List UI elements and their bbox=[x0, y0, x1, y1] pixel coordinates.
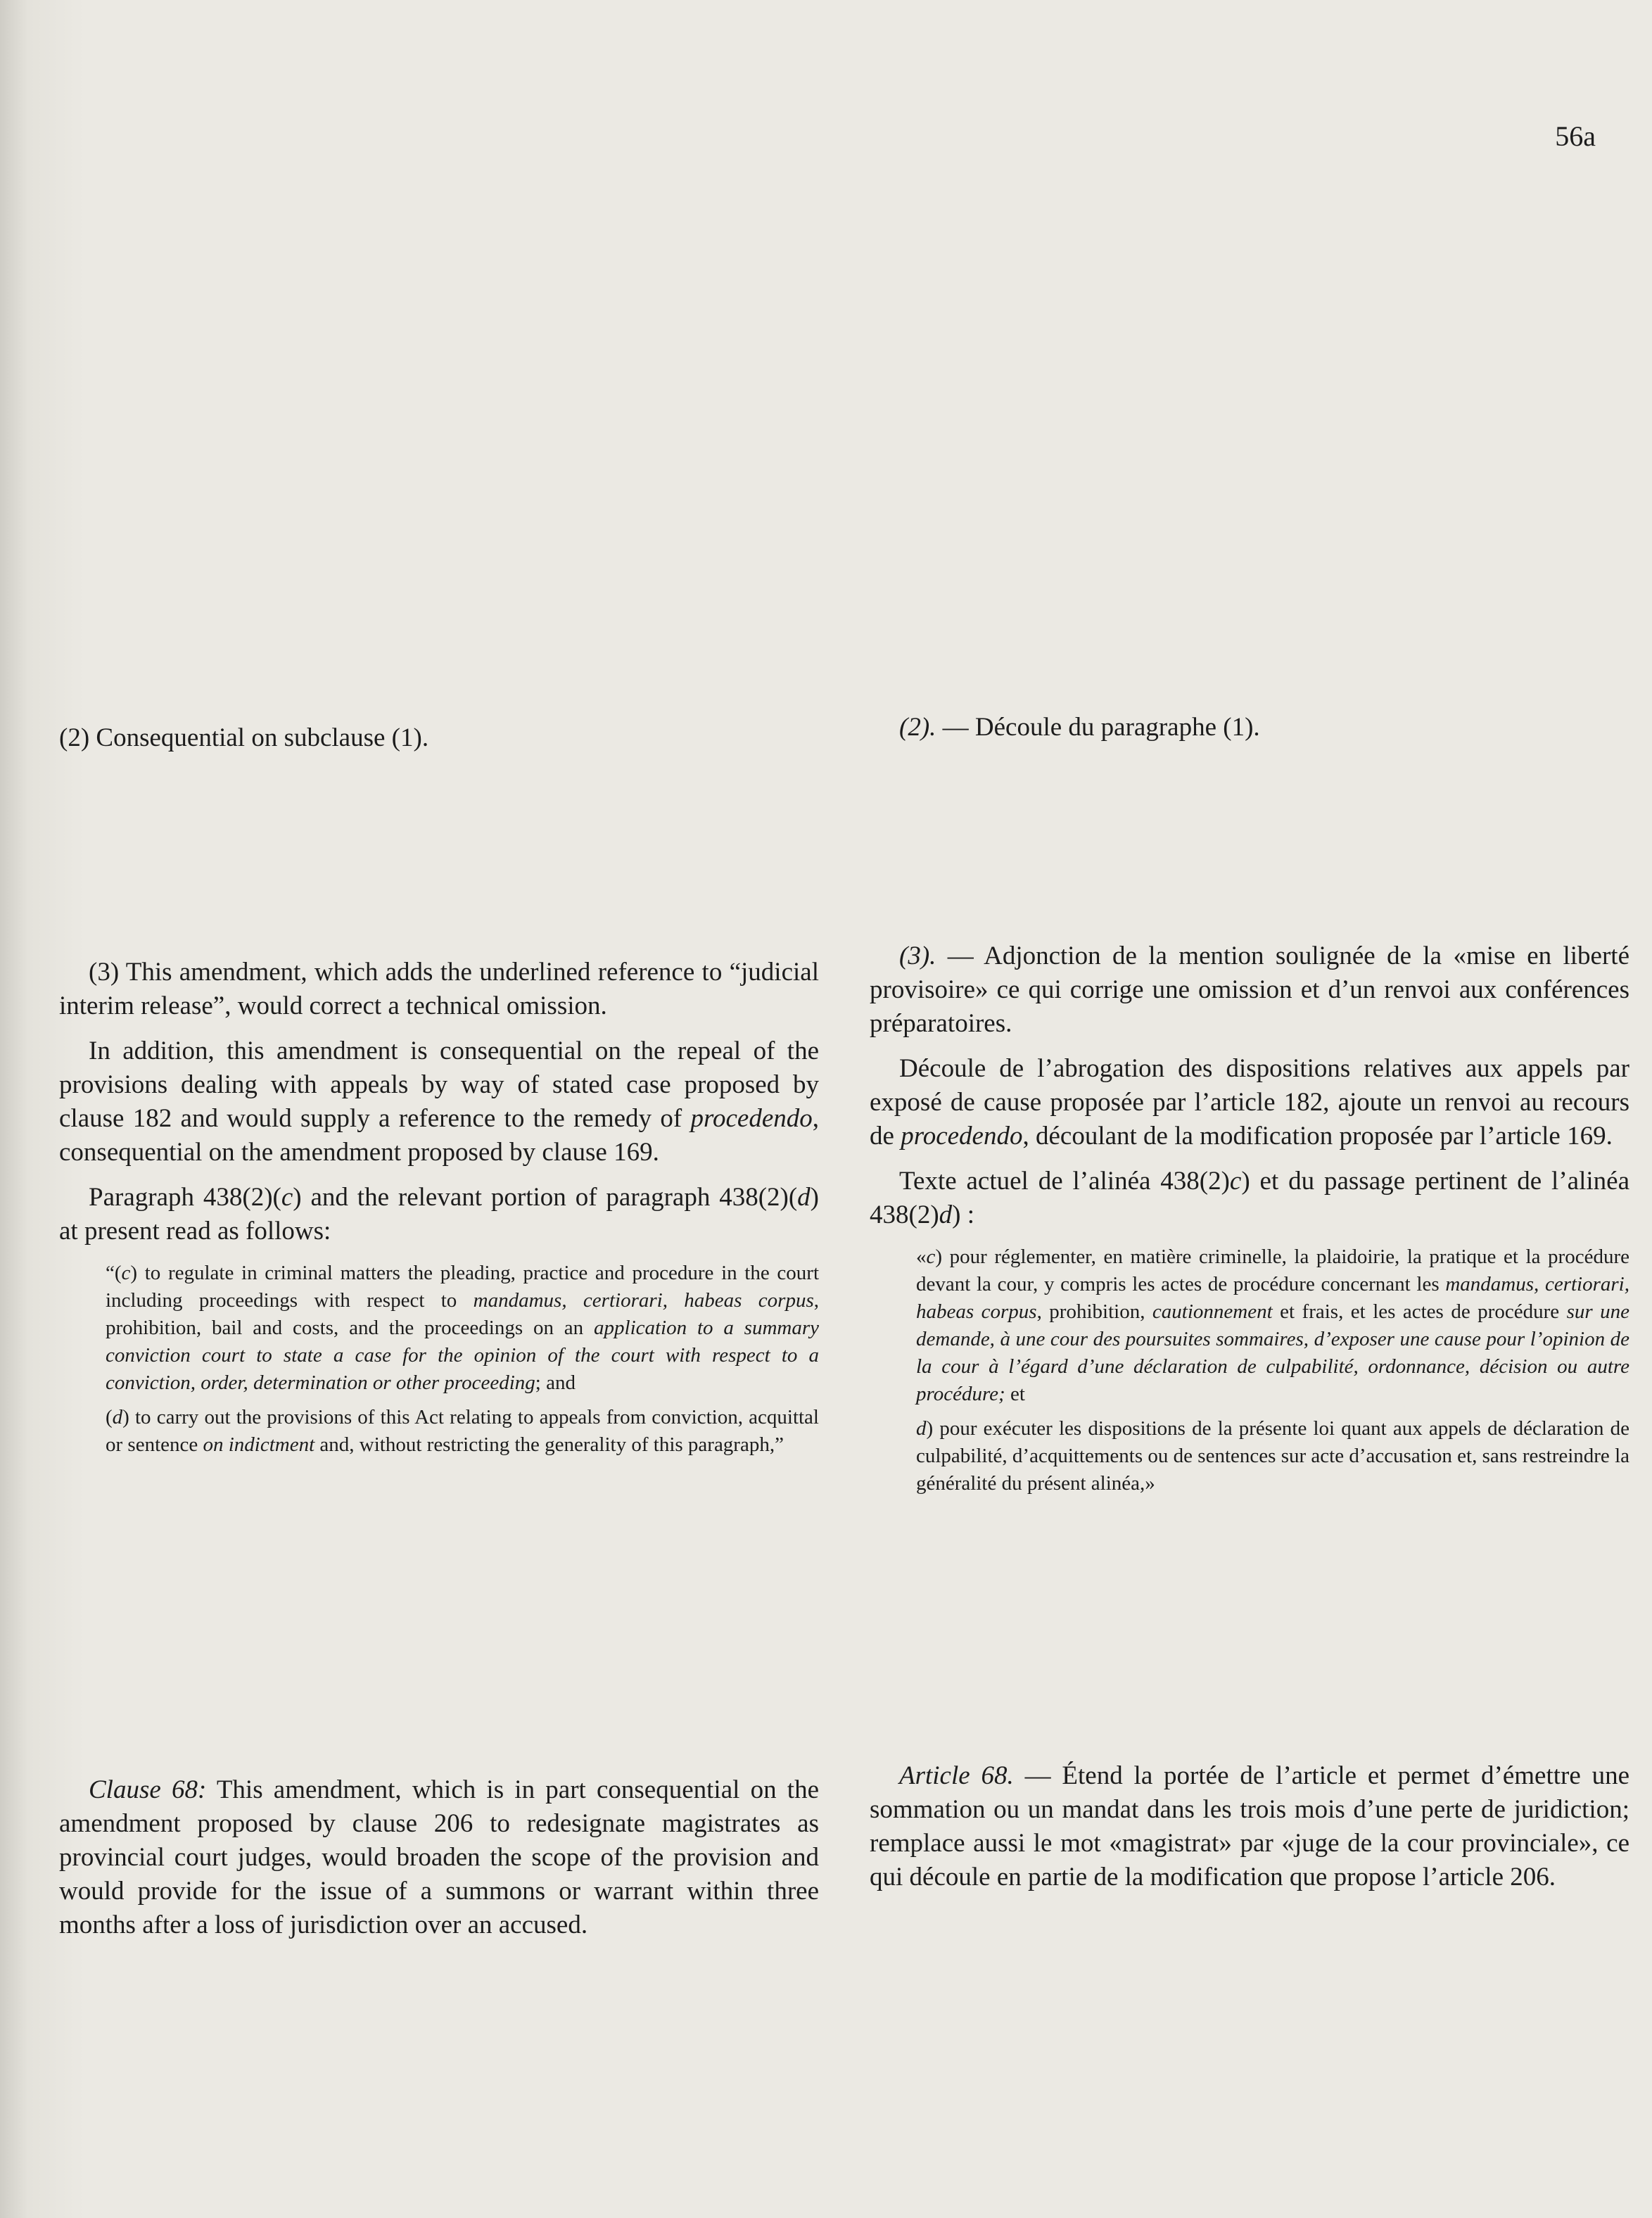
right-note-2 bbox=[870, 711, 1629, 756]
left-note-2 bbox=[59, 721, 819, 766]
left-note-3-p2: In addition, this amendment is consequential on the repeal of the provisions dealing with appeals by way of stated case proposed by clause 182 and would supply a reference to the remedy of procedendo, consequential on the amendment proposed by clause 169. bbox=[59, 1037, 819, 1167]
left-quote-c: “(c) to regulate in criminal matters the pleading, practice and procedure in the court including proceedings with respect to mandamus, certiorari, habeas corpus, prohibition, bail and costs, and the proceedings on an application to a summary conviction court to state a case for the opinion of the court with respect to a conviction, order, determination or other proceeding; and bbox=[106, 1262, 820, 1394]
right-note-3-p2: Découle de l’abrogation des dispositions relatives aux appels par exposé de cause proposée par l’article 182, ajoute un renvoi au recours de procedendo, découlant de la modification proposée par l’article 169. bbox=[870, 1054, 1629, 1151]
left-note-2-text: (2) Consequential on subclause (1). bbox=[59, 723, 429, 752]
right-note-3-p3: Texte actuel de l’alinéa 438(2)c) et du passage pertinent de l’alinéa 438(2)d) : bbox=[870, 1167, 1629, 1229]
right-note-2-text: (2). — Découle du paragraphe (1). bbox=[899, 713, 1260, 742]
right-quote-c: «c) pour réglementer, en matière criminelle, la plaidoirie, la pratique et la procédure devant la cour, y compris les actes de procédure concernant les mandamus, certiorari, habeas corpus, prohibition, cautionnement et frais, et les actes de procédure sur une demande, à une cour des poursuites sommaires, d’exposer une cause pour l’opinion de la cour à l’égard d’une déclaration de culpabilité, ordonnance, décision ou autre procédure; et bbox=[916, 1246, 1629, 1405]
right-note-3-p1: (3). — Adjonction de la mention soulignée de la «mise en liberté provisoire» ce qui corrige une omission et d’un renvoi aux conférences préparatoires. bbox=[870, 942, 1629, 1038]
left-clause-68-text: Clause 68: This amendment, which is in part consequential on the amendment proposed by clause 206 to redesignate magistrates as provincial court judges, would broaden the scope of the provision and would provide for the issue of a summons or warrant within three months after a loss of jurisdiction over an accused. bbox=[59, 1775, 819, 1939]
right-article-68-text: Article 68. — Étend la portée de l’article et permet d’émettre une sommation ou un mandat dans les trois mois d’une perte de juridiction; remplace aussi le mot «magistrat» par «juge de la cour provinciale», ce qui découle en partie de la modification que propose l’article 206. bbox=[870, 1761, 1629, 1891]
right-note-3 bbox=[870, 939, 1629, 1504]
page-number: 56a bbox=[1555, 120, 1596, 152]
right-article-68 bbox=[870, 1759, 1629, 1906]
left-note-3-p3: Paragraph 438(2)(c) and the relevant portion of paragraph 438(2)(d) at present read as follows: bbox=[59, 1183, 819, 1246]
left-quote-d: (d) to carry out the provisions of this Act relating to appeals from conviction, acquittal or sentence on indictment and, without restricting the generality of this paragraph,” bbox=[106, 1406, 819, 1456]
left-note-3-p1: (3) This amendment, which adds the underlined reference to “judicial interim release”, would correct a technical omission. bbox=[59, 958, 819, 1020]
left-note-3 bbox=[59, 956, 819, 1466]
right-quote-d: d) pour exécuter les dispositions de la présente loi quant aux appels de déclaration de culpabilité, d’acquittements ou de sentences sur acte d’accusation et, sans restreindre la généralité du présent alinéa,» bbox=[916, 1417, 1629, 1495]
left-clause-68 bbox=[59, 1773, 819, 1953]
